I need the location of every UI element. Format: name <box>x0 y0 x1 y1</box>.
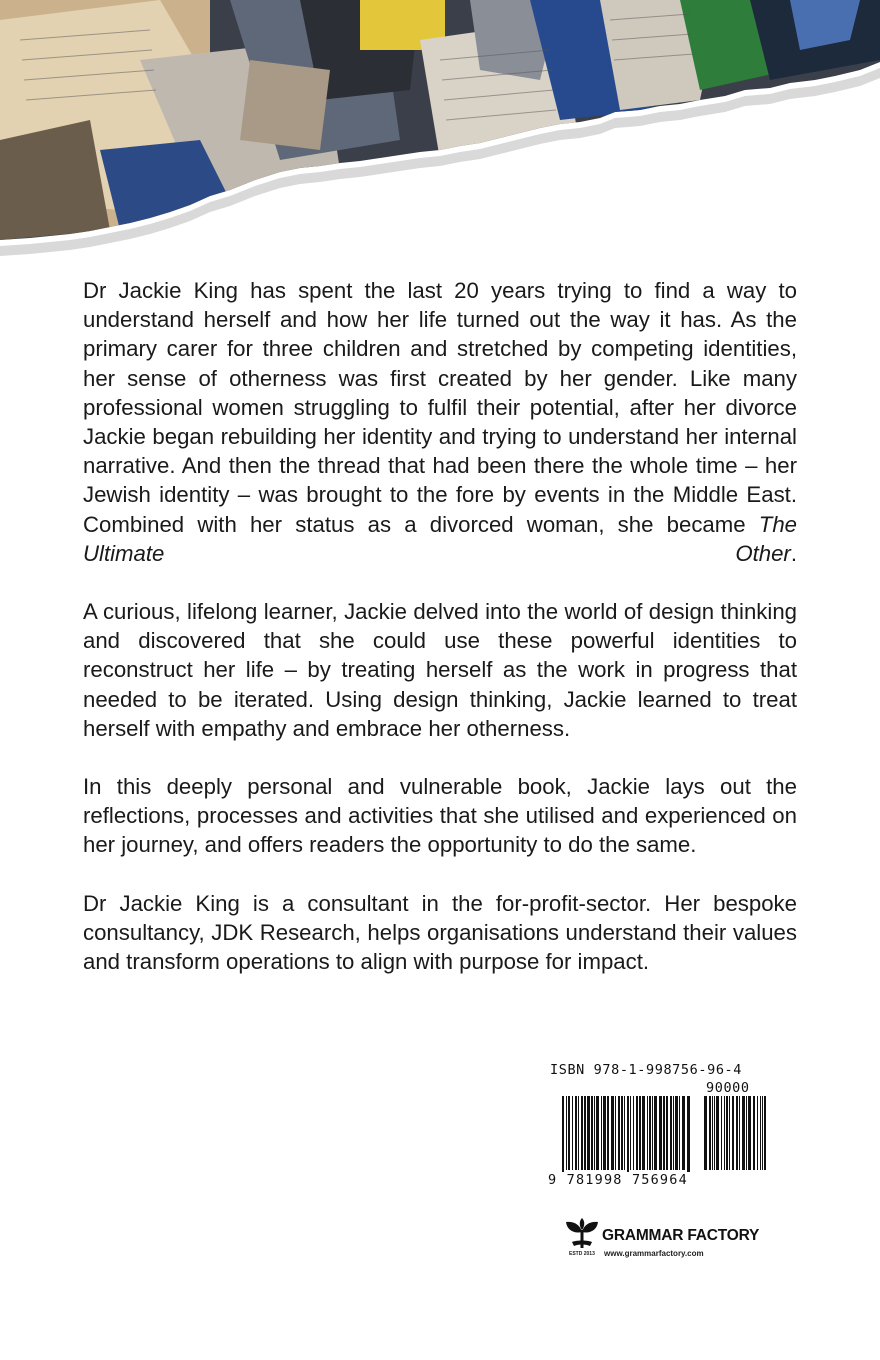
torn-paper-collage <box>0 0 880 270</box>
sprout-logo-icon <box>564 1218 600 1252</box>
isbn-label: ISBN 978-1-998756-96-4 <box>550 1062 743 1078</box>
ean-digits: 9 781998 756964 <box>548 1172 688 1188</box>
isbn-barcode <box>548 1062 770 1192</box>
blurb-paragraph-1-end: . <box>790 540 797 566</box>
publisher-url: www.grammarfactory.com <box>604 1249 704 1258</box>
back-cover-blurb <box>83 276 797 1005</box>
blurb-paragraph-1-text: Dr Jackie King has spent the last 20 years trying to find a way to understand herself and how her life turned out the way it has. As the primary carer for three children and stretched by competing identities, her sense of otherness was first created by her gender. Like many professional women struggling to fulfil their potential, after her divorce Jackie began rebuilding her identity and trying to understand her internal narrative. And then the thread that had been there the whole time – her Jewish identity – was brought to the fore by events in the Middle East. Combined with her status as a divorced woman, she became <box>83 278 797 537</box>
publisher-name: GRAMMAR FACTORY <box>602 1227 760 1244</box>
book-title: The Ultimate Other <box>83 511 797 566</box>
blurb-paragraph-2: A curious, lifelong learner, Jackie delved into the world of design thinking and discovered that she could use these powerful identities to reconstruct her life – by treating herself as the work in progress that needed to be iterated. Using design thinking, Jackie learned to treat herself with empathy and embrace her otherness. <box>83 599 797 741</box>
blurb-paragraph-1 <box>83 276 797 568</box>
barcode-bars <box>562 1096 770 1172</box>
author-bio: Dr Jackie King is a consultant in the for-profit-sector. Her bespoke consultancy, JDK Research, helps organisations understand their values and transform operations to align with purpose for impact. <box>83 890 797 975</box>
publisher-logo <box>564 1218 774 1268</box>
publisher-established: ESTD 2013 <box>569 1251 595 1257</box>
blurb-paragraph-3: In this deeply personal and vulnerable book, Jackie lays out the reflections, processes and activities that she utilised and experienced on her journey, and offers readers the opportunity to do the same. <box>83 774 797 858</box>
price-addon-code: 90000 <box>706 1080 750 1096</box>
